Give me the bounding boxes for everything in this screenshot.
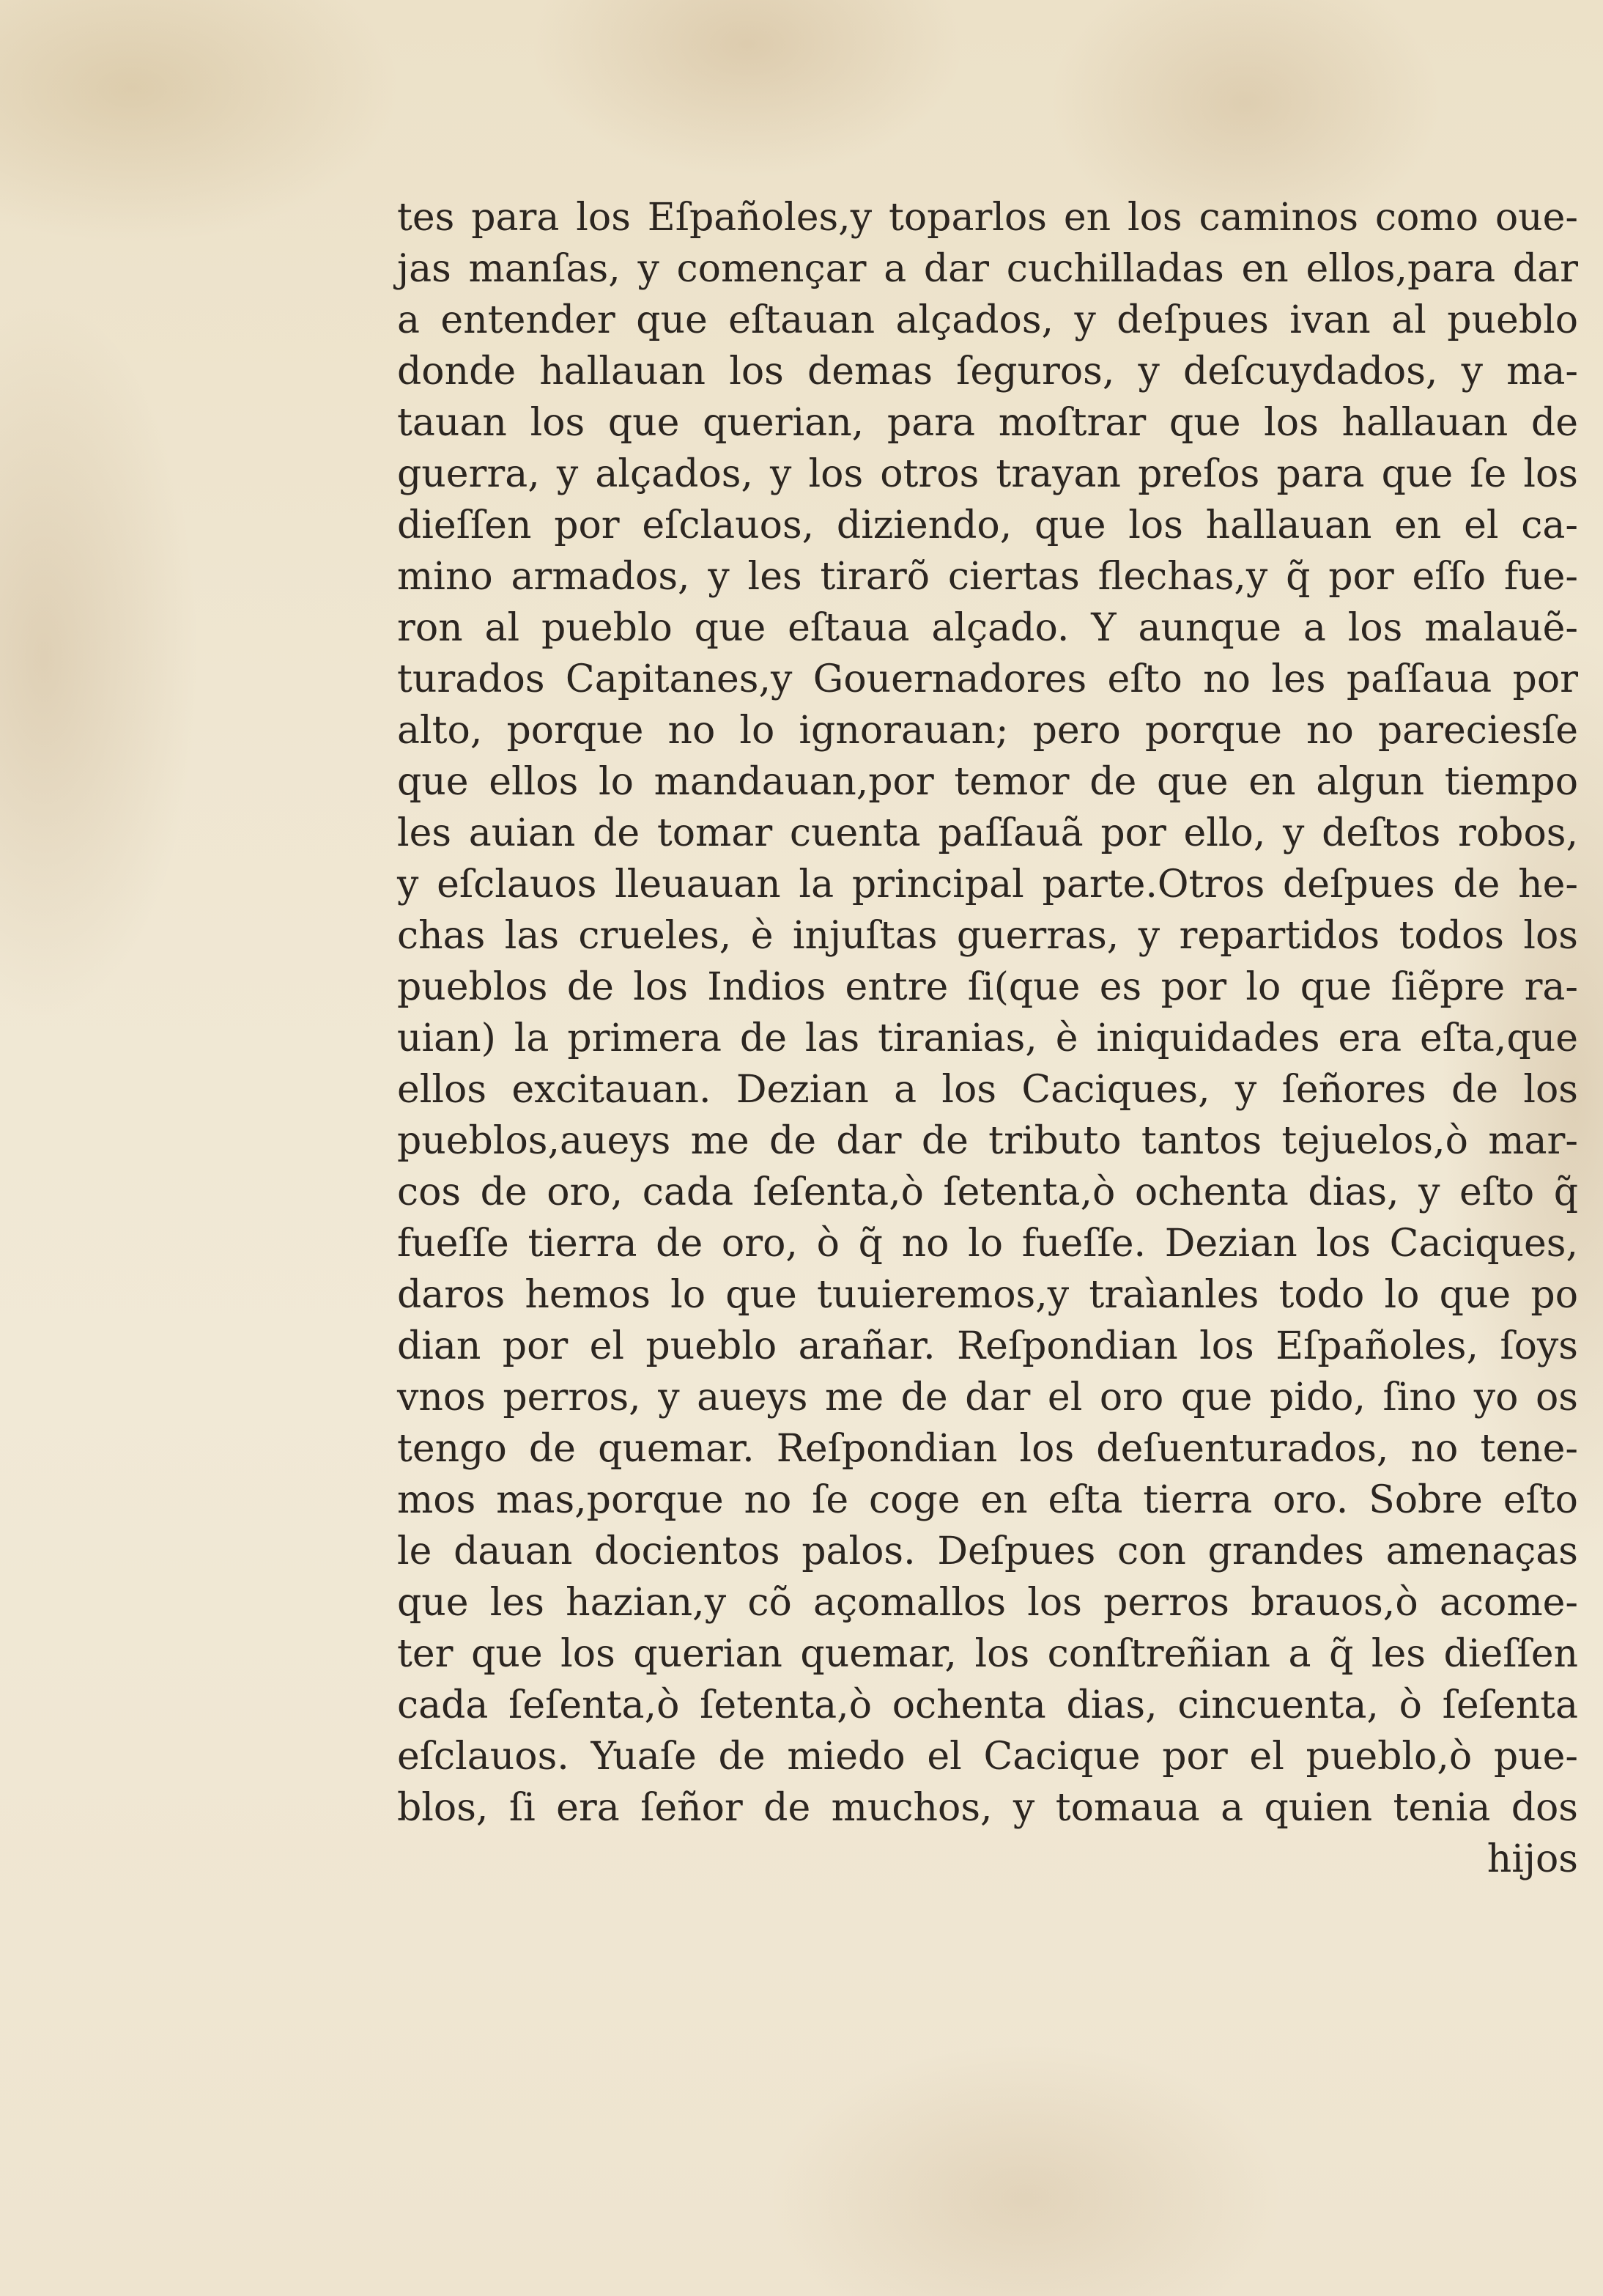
text-line-20: cos de oro, cada ſeſenta,ò ſetenta,ò ochenta dias, y eſto q̃	[397, 1170, 1578, 1214]
text-line-2: jas manſas, y començar a dar cuchilladas en ellos,para dar	[397, 247, 1578, 291]
text-line-16: pueblos de los Indios entre ſi(que es por lo que ſiẽpre ra-	[397, 965, 1578, 1009]
text-line-19: pueblos,aueys me de dar de tributo tantos tejuelos,ò mar-	[397, 1119, 1578, 1163]
text-line-29: ter que los querian quemar, los conſtreñian a q̃ les dieſſen	[397, 1632, 1578, 1676]
text-line-10: turados Capitanes,y Gouernadores eſto no les paſſaua por	[397, 657, 1578, 701]
text-line-7: dieſſen por eſclauos, diziendo, que los hallauan en el ca-	[397, 503, 1578, 547]
text-line-25: tengo de quemar. Reſpondian los deſuenturados, no tene-	[397, 1427, 1578, 1471]
text-line-12: que ellos lo mandauan,por temor de que en algun tiempo	[397, 760, 1578, 804]
text-line-14: y eſclauos lleuauan la principal parte.Otros deſpues de he-	[397, 863, 1578, 907]
text-line-18: ellos excitauan. Dezian a los Caciques, y ſeñores de los	[397, 1068, 1578, 1112]
text-line-28: que les hazian,y cõ açomallos los perros brauos,ò acome-	[397, 1581, 1578, 1625]
text-line-15: chas las crueles, è injuſtas guerras, y repartidos todos los	[397, 914, 1578, 958]
text-line-3: a entender que eſtauan alçados, y deſpues ivan al pueblo	[397, 298, 1578, 342]
text-line-13: les auian de tomar cuenta paſſauã por ello, y deſtos robos,	[397, 811, 1578, 855]
text-line-17: uian) la primera de las tiranias, è iniquidades era eſta,que	[397, 1016, 1578, 1060]
text-line-1: tes para los Eſpañoles,y toparlos en los caminos como oue-	[397, 196, 1578, 240]
text-line-27: le dauan docientos palos. Deſpues con grandes amenaças	[397, 1529, 1578, 1573]
text-line-22: daros hemos lo que tuuieremos,y traìanles todo lo que po	[397, 1273, 1578, 1317]
text-line-31: eſclauos. Yuaſe de miedo el Cacique por el pueblo,ò pue-	[397, 1735, 1578, 1779]
text-line-4: donde hallauan los demas ſeguros, y deſcuydados, y ma-	[397, 350, 1578, 394]
text-line-6: guerra, y alçados, y los otros trayan preſos para que ſe los	[397, 452, 1578, 496]
text-line-23: dian por el pueblo arañar. Reſpondian los Eſpañoles, ſoys	[397, 1324, 1578, 1368]
catchword: hijos	[1487, 1837, 1578, 1881]
text-line-9: ron al pueblo que eſtaua alçado. Y aunque a los malauẽ-	[397, 606, 1578, 650]
text-line-32: blos, ſi era ſeñor de muchos, y tomaua a quien tenia dos	[397, 1786, 1578, 1830]
text-line-21: fueſſe tierra de oro, ò q̃ no lo fueſſe. Dezian los Caciques,	[397, 1222, 1578, 1266]
text-line-8: mino armados, y les tirarõ ciertas flechas,y q̃ por eſſo fue-	[397, 555, 1578, 599]
text-line-11: alto, porque no lo ignorauan; pero porque no pareciesſe	[397, 709, 1578, 753]
text-line-30: cada ſeſenta,ò ſetenta,ò ochenta dias, cincuenta, ò ſeſenta	[397, 1683, 1578, 1727]
text-line-26: mos mas,porque no ſe coge en eſta tierra oro. Sobre eſto	[397, 1478, 1578, 1522]
text-line-24: vnos perros, y aueys me de dar el oro que pido, ſino yo os	[397, 1376, 1578, 1420]
printed-text-block	[397, 192, 1591, 2068]
text-line-5: tauan los que querian, para moſtrar que los hallauan de	[397, 401, 1578, 445]
